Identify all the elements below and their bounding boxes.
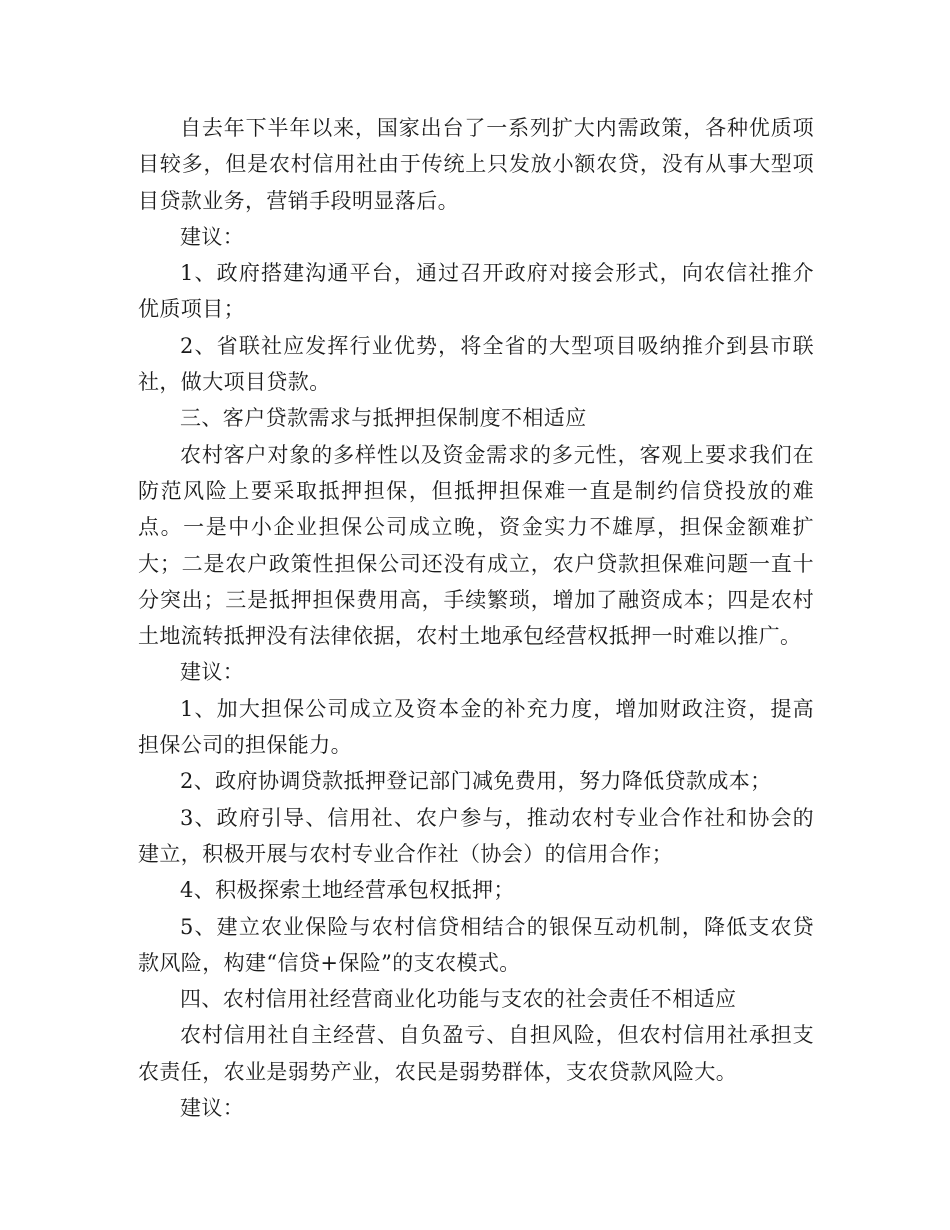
section-heading-four: 四、农村信用社经营商业化功能与支农的社会责任不相适应 bbox=[180, 987, 737, 1012]
paragraph-suggestion-item: 3、政府引导、信用社、农户参与，推动农村专业合作社和协会的建立，积极开展与农村专业合作社（协会）的信用合作； bbox=[138, 805, 814, 866]
paragraph-suggestion-item: 1、政府搭建沟通平台，通过召开政府对接会形式，向农信社推介优质项目； bbox=[138, 261, 814, 322]
document-body bbox=[138, 110, 814, 1126]
paragraph-body: 农村信用社自主经营、自负盈亏、自担风险，但农村信用社承担支农责任，农业是弱势产业，农民是弱势群体，支农贷款风险大。 bbox=[138, 1023, 814, 1084]
paragraph-suggestion-item: 2、省联社应发挥行业优势，将全省的大型项目吸纳推介到县市联社，做大项目贷款。 bbox=[138, 333, 814, 395]
paragraph-suggestion-heading: 建议： bbox=[180, 224, 245, 249]
paragraph-suggestion-item: 4、积极探索土地经营承包权抵押； bbox=[180, 878, 515, 903]
paragraph-suggestion-heading: 建议： bbox=[180, 1096, 245, 1121]
paragraph-intro: 自去年下半年以来，国家出台了一系列扩大内需政策，各种优质项目较多，但是农村信用社由于传统上只发放小额农贷，没有从事大型项目贷款业务，营销手段明显落后。 bbox=[138, 116, 814, 213]
paragraph-suggestion-item: 1、加大担保公司成立及资本金的补充力度，增加财政注资，提高担保公司的担保能力。 bbox=[138, 696, 814, 758]
section-heading-three: 三、客户贷款需求与抵押担保制度不相适应 bbox=[180, 406, 587, 431]
paragraph-suggestion-item: 5、建立农业保险与农村信贷相结合的银保互动机制，降低支农贷款风险，构建“信贷+保险”的支农模式。 bbox=[138, 914, 814, 975]
paragraph-suggestion-item: 2、政府协调贷款抵押登记部门减免费用，努力降低贷款成本； bbox=[180, 769, 772, 794]
paragraph-suggestion-heading: 建议： bbox=[180, 660, 245, 685]
paragraph-body: 农村客户对象的多样性以及资金需求的多元性，客观上要求我们在防范风险上要采取抵押担保，但抵押担保难一直是制约信贷投放的难点。一是中小企业担保公司成立晚，资金实力不雄厚，担保金额难扩大；二是农户政策性担保公司还没有成立，农户贷款担保难问题一直十分突出；三是抵押担保费用高，手续繁琐，增加了融资成本；四是农村土地流转抵押没有法律依据，农村土地承包经营权抵押一时难以推广。 bbox=[138, 442, 814, 649]
